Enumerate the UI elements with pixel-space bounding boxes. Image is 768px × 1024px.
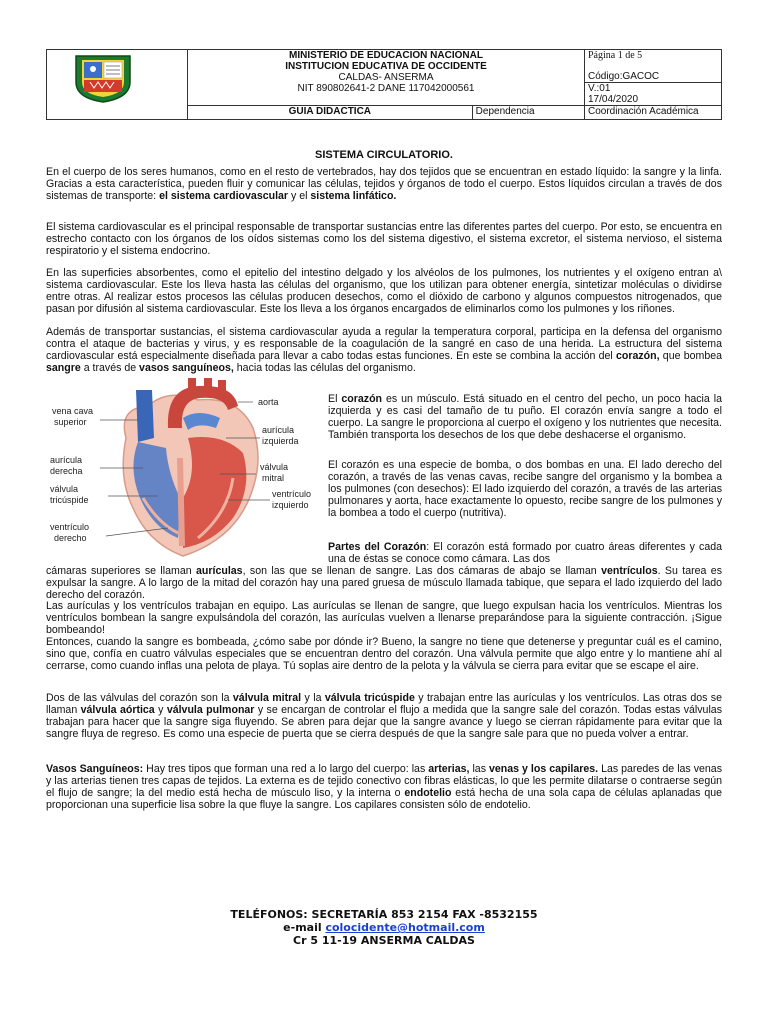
footer-email-prefix: e-mail [283,921,326,934]
paragraph-vessels: Vasos Sanguíneos: Hay tres tipos que forman una red a lo largo del cuerpo: las arterias, las venas y los capilares. Las paredes de las venas y las arterias tienen tres capas de tejidos. La externa es de tejido conectivo con fibras elásticas, lo que les permite dilatarse o contraerse según el flujo de sangre; la del medio está hecha de músculo liso, y la interna o endotelio está hecha de una sola capa de células aplanadas que proporcionan una superficie lisa sobre la que fluye la sangre. Los capilares consisten sólo de endotelio. [46,763,722,811]
footer-email-link[interactable]: colocidente@hotmail.com [325,921,485,934]
label-aorta: aorta [258,397,279,407]
footer-email-line [0,921,768,934]
logo-cell [47,50,188,120]
location: CALDAS- ANSERMA [338,72,434,83]
label-ventriculo-izq-1: ventrículo [272,489,312,499]
paragraph-intro: En el cuerpo de los seres humanos, como en el resto de vertebrados, hay dos tejidos que se encuentran en estado líquido: la sangre y la linfa. Gracias a esta característica, pueden fluir y comunicar las células, tejidos y órganos de todo el cuerpo. Estos líquidos circulan a través de dos sistemas de transporte: el sistema cardiovascular y el sistema linfático. [46,166,722,202]
paragraph-absorption: En las superficies absorbentes, como el epitelio del intestino delgado y los alvéolos de los pulmones, los nutrientes y el oxígeno entran a\ sistema cardiovascular. Este los lleva hasta las células del organismo, que los utilizan para obtener energía, sintetizar moléculas o dividirse entre otras. Al realizar estos procesos las células producen desechos, como el dióxido de carbono y algunos compuestos nitrogenados, que pasan por difusión al sistema cardiovascular. Este los lleva a los órganos encargados de eliminarlos como los pulmones y los riñones. [46,267,722,315]
label-valvula-tric-2: tricúspide [50,495,89,505]
paragraph-cardiovascular: El sistema cardiovascular es el principal responsable de transportar sustancias entre las diferentes partes del cuerpo. Por esto, se encuentra en estrecho contacto con los órganos de los oídos sistemas como los del sistema digestivo, el sistema excretor, el sistema nervioso, el sistema respiratorio y el sistema endocrino. [46,221,722,257]
label-valvula-tric-1: válvula [50,484,79,494]
doc-date: 17/04/2020 [588,94,639,105]
paragraph-chambers: cámaras superiores se llaman aurículas, son las que se llenan de sangre. Las dos cámaras de abajo se llaman ventrículos. Su tarea es expulsar la sangre. A lo largo de la mitad del corazón hay una pared gruesa de músculo llamada tabique, que separa el lado izquierdo del lado derecho del corazón. [46,565,722,601]
footer-address: Cr 5 11-19 ANSERMA CALDAS [293,934,475,947]
footer-phones: TELÉFONOS: SECRETARÍA 853 2154 FAX -8532155 [230,908,538,921]
label-auricula-izq-2: izquierda [262,436,299,446]
doc-meta-cell [585,50,722,106]
label-ventriculo-izq-2: izquierdo [272,500,309,510]
dependency-label: Dependencia [472,106,584,120]
school-crest-logo [68,52,138,104]
label-ventriculo-der-1: ventrículo [50,522,90,532]
label-vena-cava-1: vena cava [52,406,94,416]
doc-version: V.:01 [585,82,721,94]
paragraph-functions: Además de transportar sustancias, el sistema cardiovascular ayuda a regular la temperatura corporal, participa en la defensa del organismo contra el ataque de bacterias y virus, y es responsable de la coagulación de la sangré en caso de una herida. La estructura del sistema cardiovascular está especialmente diseñada para llevar a cabo todas estas funciones. En este se combina la acción del corazón, que bombea sangre a través de vasos sanguíneos, hacia todas las células del organismo. [46,326,722,374]
nit-dane: NIT 890802641-2 DANE 117042000561 [297,83,475,94]
doc-code: Código:GACOC [588,71,660,82]
label-valvula-mitral-1: válvula [260,462,289,472]
guide-type: GUIA DIDACTICA [188,106,473,120]
label-ventriculo-der-2: derecho [54,533,87,543]
institution-block [188,50,585,106]
paragraph-valves-intro: Entonces, cuando la sangre es bombeada, ¿cómo sabe por dónde ir? Bueno, la sangre no tiene que detenerse y preguntar cuál es el camino, sino que, confía en cuatro válvulas especiales que se encuentran dentro del corazón. Una válvula permite que algo entre y lo mantiene ahí al cerrarse, como cuando inflas una pelota de playa. Tú soplas aire dentro de la pelota y la válvula se cierra para evitar que se escape el aire. [46,636,722,672]
header-table [46,49,722,120]
page-title: SISTEMA CIRCULATORIO. [315,149,453,161]
label-vena-cava-2: superior [54,417,87,427]
heart-illustration [48,378,316,562]
label-auricula-izq-1: aurícula [262,425,295,435]
paragraph-heart-intro: El corazón es un músculo. Está situado en el centro del pecho, un poco hacia la izquierda y es casi del tamaño de tu puño. El corazón envía sangre a todo el cuerpo. La sangre le proporciona al cuerpo el oxígeno y los nutrientes que necesita. También transporta los desechos de los que debe deshacerse el organismo. [328,393,722,441]
institution-name: INSTITUCION EDUCATIVA DE OCCIDENTE [285,61,487,72]
label-valvula-mitral-2: mitral [262,473,284,483]
label-auricula-der-1: aurícula [50,455,83,465]
paragraph-teamwork: Las aurículas y los ventrículos trabajan en equipo. Las aurículas se llenan de sangre, que luego expulsan hacia los ventrículos. Mientras los ventrículos bombean la sangre expulsándola del corazón, las aurículas vuelven a llenarse preparándose para la siguiente contracción. ¡Sigue bombeando! [46,600,722,636]
dependency-value: Coordinación Académica [585,106,722,120]
paragraph-valves: Dos de las válvulas del corazón son la válvula mitral y la válvula tricúspide y trabajan entre las aurículas y los ventrículos. Las otras dos se llaman válvula aórtica y válvula pulmonar y se encargan de controlar el flujo a medida que la sangre sale del corazón. Todas estas válvulas trabajan para hacer que la sangre siga fluyendo. Se abren para dejar que la sangre avance y luego se cierran rápidamente para evitar que la sangre fluya de regreso. Es como una especie de puerta que se cierra después de que la sangre sale para que no pueda volver a entrar. [46,692,722,740]
page-indicator: Página 1 de 5 [588,50,643,61]
paragraph-heart-pump: El corazón es una especie de bomba, o dos bombas en una. El lado derecho del corazón, a través de las venas cavas, recibe sangre del organismo y la bombea a los pulmones (con desechos): El lado izquierdo del corazón, a través de las arterias pulmonares y aorta, hace exactamente lo opuesto, recibe sangre de los pulmones y la bombea a todo el cuerpo (nutritiva). [328,459,722,519]
heart-diagram [48,378,316,562]
ministry-name: MINISTERIO DE EDUCACION NACIONAL [289,50,483,61]
paragraph-heart-parts: Partes del Corazón: El corazón está formado por cuatro áreas diferentes y cada una de éstas se conoce como cámara. Las dos [328,541,722,565]
label-auricula-der-2: derecha [50,466,83,476]
